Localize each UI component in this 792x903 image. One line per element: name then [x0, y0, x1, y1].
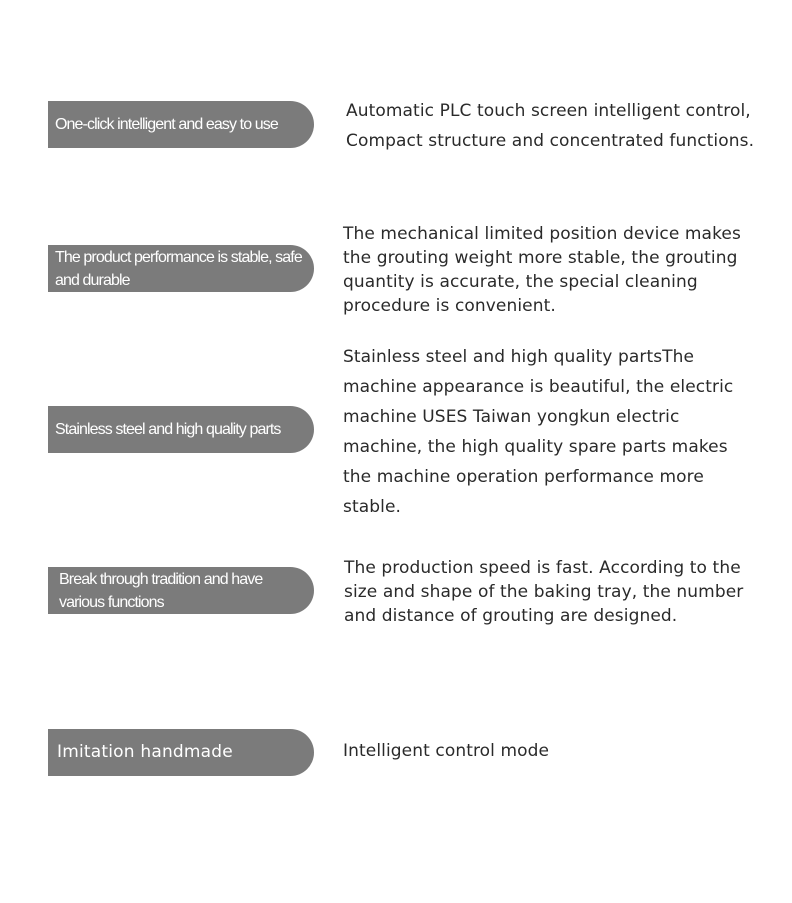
feature-tab-break-tradition	[48, 567, 314, 614]
feature-tab-label: One-click intelligent and easy to use	[55, 116, 278, 133]
description-line: the grouting weight more stable, the grouting	[343, 248, 738, 268]
feature-tab-stainless-steel	[48, 406, 314, 453]
feature-tab-performance	[48, 245, 314, 292]
description-line: size and shape of the baking tray, the number	[344, 582, 744, 602]
feature-tab-one-click	[48, 101, 314, 148]
feature-description-imitation-handmade	[343, 739, 549, 763]
description-line: The production speed is fast. According to the	[344, 558, 741, 578]
description-line: and distance of grouting are designed.	[344, 606, 678, 626]
description-line: machine appearance is beautiful, the electric	[343, 377, 734, 397]
description-line: stable.	[343, 497, 402, 517]
feature-tab-label: Imitation handmade	[57, 742, 233, 762]
description-line: Stainless steel and high quality partsThe	[343, 347, 695, 367]
description-line: machine USES Taiwan yongkun electric	[343, 407, 680, 427]
description-line: procedure is convenient.	[343, 296, 556, 316]
description-line: The mechanical limited position device makes	[343, 224, 741, 244]
feature-tab-label: The product performance is stable, safe and durable	[55, 248, 302, 289]
description-line: machine, the high quality spare parts makes	[343, 437, 728, 457]
feature-tab-label: Stainless steel and high quality parts	[55, 421, 281, 438]
feature-tab-label: Break through tradition and have various functions	[59, 570, 263, 611]
feature-description-one-click	[346, 96, 754, 156]
description-line: Compact structure and concentrated functions.	[346, 131, 755, 151]
description-line: the machine operation performance more	[343, 467, 704, 487]
feature-description-stainless-steel	[343, 342, 733, 522]
description-line: Automatic PLC touch screen intelligent control,	[346, 101, 751, 121]
feature-description-performance	[343, 222, 741, 318]
description-line: Intelligent control mode	[343, 741, 550, 761]
description-line: quantity is accurate, the special cleaning	[343, 272, 698, 292]
feature-description-break-tradition	[344, 556, 743, 628]
feature-tab-imitation-handmade	[48, 729, 314, 776]
